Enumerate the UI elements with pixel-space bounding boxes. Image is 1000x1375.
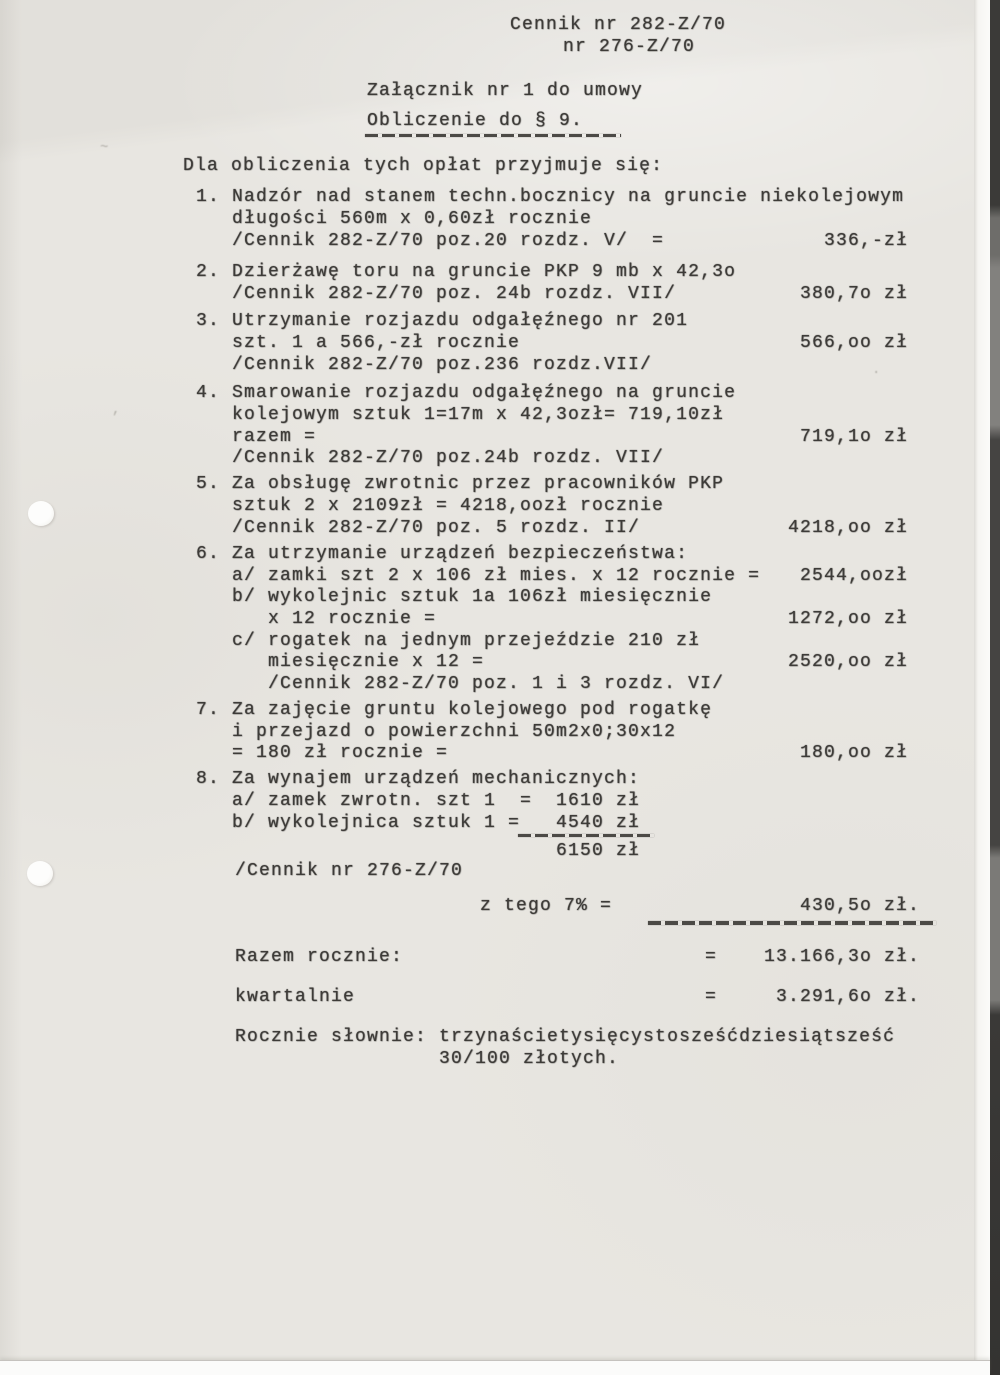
item-line: miesięcznie x 12 = bbox=[232, 652, 485, 672]
item-amount: 180,oo zł bbox=[799, 743, 908, 763]
scan-smudge: ~ bbox=[100, 140, 109, 156]
item-number: 3. bbox=[196, 311, 221, 331]
item-number: 1. bbox=[196, 187, 221, 207]
paper-right-edge bbox=[974, 0, 990, 1375]
item-line: c/ rogatek na jednym przejeździe 210 zł bbox=[232, 631, 701, 651]
equals-sign: = bbox=[705, 947, 718, 967]
amount-in-words-line1: Rocznie słownie: trzynaścietysięcystosześćdziesiątsześć bbox=[235, 1027, 896, 1047]
equals-sign: = bbox=[705, 987, 718, 1007]
pricelist-note: /Cennik nr 276-Z/70 bbox=[235, 861, 464, 881]
scanner-shadow-strip bbox=[990, 0, 1000, 1375]
pricelist-ref-line2: nr 276-Z/70 bbox=[563, 37, 696, 57]
item-number: 5. bbox=[196, 474, 221, 494]
total-quarterly-amount: 3.291,6o zł. bbox=[775, 987, 920, 1007]
item-line: Za utrzymanie urządzeń bezpieczeństwa: bbox=[232, 544, 689, 564]
item-line: b/ wykolejnic sztuk 1a 106zł miesięcznie bbox=[232, 587, 713, 607]
item-line: Utrzymanie rozjazdu odgałęźnego nr 201 bbox=[232, 311, 689, 331]
percent-label: z tego 7% = bbox=[480, 896, 613, 916]
item-line: sztuk 2 x 2109zł = 4218,oozł rocznie bbox=[232, 496, 665, 516]
item-number: 4. bbox=[196, 383, 221, 403]
item-line: kolejowym sztuk 1=17m x 42,3ozł= 719,10zł bbox=[232, 405, 725, 425]
item-line: i przejazd o powierzchni 50m2x0;30x12 bbox=[232, 722, 677, 742]
percent-amount: 430,5o zł. bbox=[799, 896, 920, 916]
item-line: długości 560m x 0,60zł rocznie bbox=[232, 209, 593, 229]
item-line: /Cennik 282-Z/70 poz.236 rozdz.VII/ bbox=[232, 355, 653, 375]
item-line: razem = bbox=[232, 427, 317, 447]
item-amount: 2544,oozł bbox=[799, 566, 908, 586]
item-amount: 380,7o zł bbox=[799, 284, 908, 304]
attachment-line: Załącznik nr 1 do umowy bbox=[367, 81, 644, 101]
amount-in-words-line2: 30/100 złotych. bbox=[439, 1049, 620, 1069]
paper-bottom-edge bbox=[0, 1360, 990, 1375]
subtotal-rule bbox=[518, 834, 654, 837]
percent-underline bbox=[648, 921, 936, 925]
item-amount: 2520,oo zł bbox=[787, 652, 908, 672]
item-line: /Cennik 282-Z/70 poz.20 rozdz. V/ = bbox=[232, 231, 665, 251]
item-line: b/ wykolejnica sztuk 1 = 4540 zł bbox=[232, 813, 641, 833]
total-yearly-amount: 13.166,3o zł. bbox=[763, 947, 920, 967]
item-line: a/ zamek zwrotn. szt 1 = 1610 zł bbox=[232, 791, 641, 811]
total-yearly-label: Razem rocznie: bbox=[235, 947, 404, 967]
item-line: a/ zamki szt 2 x 106 zł mies. x 12 rocznie = bbox=[232, 566, 761, 586]
title-underline bbox=[365, 134, 621, 137]
scan-speck: , bbox=[112, 402, 121, 418]
item-amount: 4218,oo zł bbox=[787, 518, 908, 538]
item-line: /Cennik 282-Z/70 poz. 1 i 3 rozdz. VI/ bbox=[232, 674, 725, 694]
total-quarterly-label: kwartalnie bbox=[235, 987, 356, 1007]
page-title: Obliczenie do § 9. bbox=[367, 111, 584, 131]
item-line: /Cennik 282-Z/70 poz.24b rozdz. VII/ bbox=[232, 448, 665, 468]
item-line: Dzierżawę toru na gruncie PKP 9 mb x 42,3o bbox=[232, 262, 737, 282]
punch-hole-top bbox=[28, 501, 54, 526]
item-line: = 180 zł rocznie = bbox=[232, 743, 449, 763]
scan-speck: . bbox=[872, 362, 881, 378]
item-number: 8. bbox=[196, 769, 221, 789]
item-line: Za zajęcie gruntu kolejowego pod rogatkę bbox=[232, 700, 713, 720]
item-line: x 12 rocznie = bbox=[232, 609, 437, 629]
item-amount: 1272,oo zł bbox=[787, 609, 908, 629]
item-line: szt. 1 a 566,-zł rocznie bbox=[232, 333, 521, 353]
item-line: Smarowanie rozjazdu odgałęźnego na gruncie bbox=[232, 383, 737, 403]
pricelist-ref-line1: Cennik nr 282-Z/70 bbox=[510, 15, 727, 35]
item-line: /Cennik 282-Z/70 poz. 24b rozdz. VII/ bbox=[232, 284, 677, 304]
intro-line: Dla obliczenia tych opłat przyjmuje się: bbox=[183, 156, 664, 176]
item-line: Za wynajem urządzeń mechanicznych: bbox=[232, 769, 641, 789]
item-amount: 336,-zł bbox=[823, 231, 908, 251]
item-line: /Cennik 282-Z/70 poz. 5 rozdz. II/ bbox=[232, 518, 641, 538]
item-line: Za obsługę zwrotnic przez pracowników PKP bbox=[232, 474, 725, 494]
punch-hole-bottom bbox=[27, 861, 53, 886]
subtotal-amount: 6150 zł bbox=[556, 841, 641, 861]
item-amount: 566,oo zł bbox=[799, 333, 908, 353]
item-line: Nadzór nad stanem techn.bocznicy na gruncie niekolejowym bbox=[232, 187, 905, 207]
item-number: 6. bbox=[196, 544, 221, 564]
item-number: 2. bbox=[196, 262, 221, 282]
item-amount: 719,1o zł bbox=[799, 427, 908, 447]
item-number: 7. bbox=[196, 700, 221, 720]
